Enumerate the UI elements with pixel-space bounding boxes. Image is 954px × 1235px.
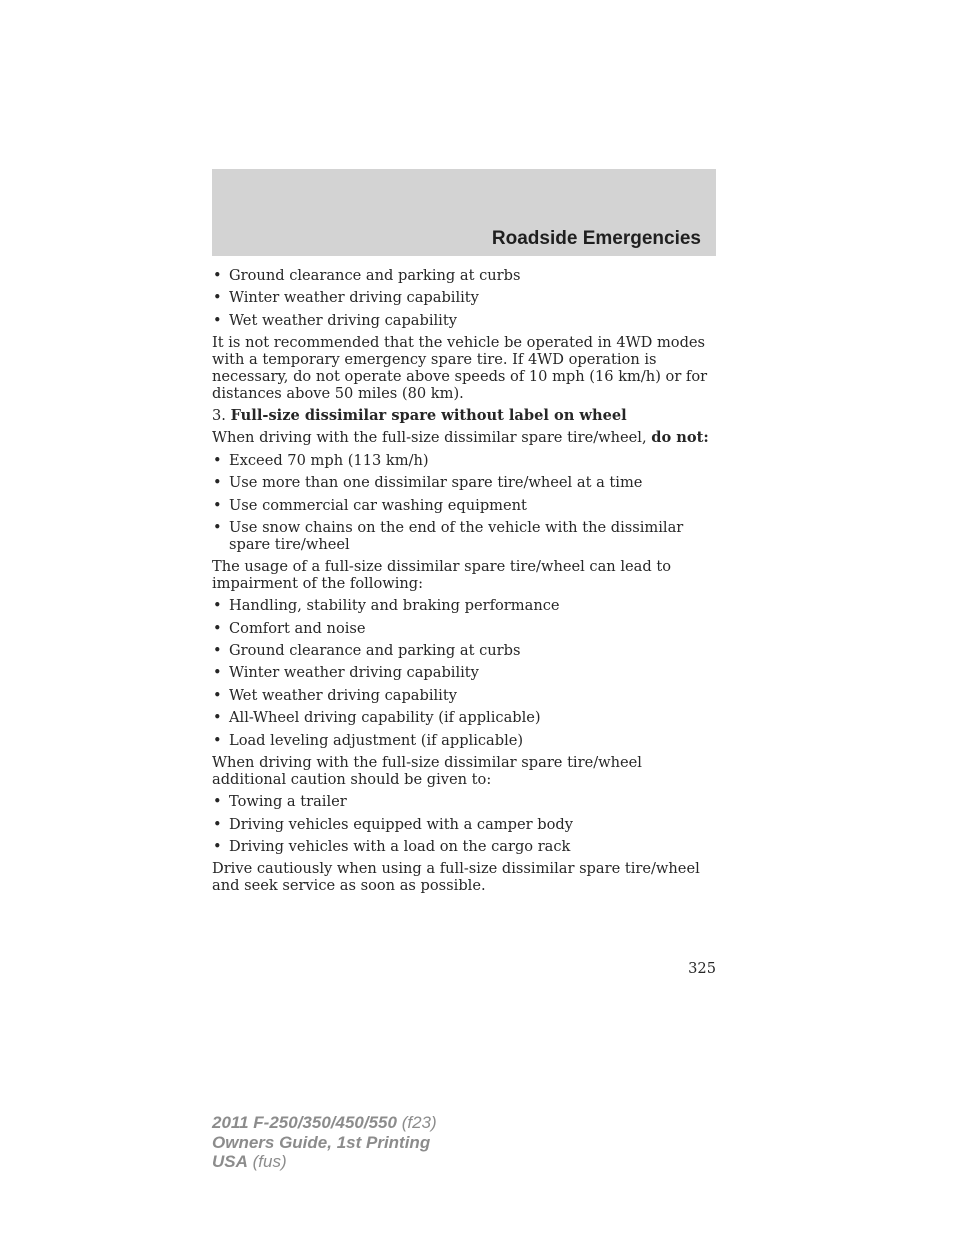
list-item: • Handling, stability and braking performance	[213, 597, 560, 615]
bullet-icon: •	[213, 731, 222, 749]
list-item: • Winter weather driving capability	[213, 289, 479, 307]
heading-text: Full-size dissimilar spare without label on wheel	[230, 406, 627, 424]
bullet-list-3	[212, 598, 716, 749]
paragraph-additional-caution: When driving with the full-size dissimilar spare tire/wheel additional caution should be given to:	[212, 754, 642, 788]
bullet-icon: •	[213, 597, 222, 615]
paragraph-drive-cautiously: Drive cautiously when using a full-size dissimilar spare tire/wheel and seek service as soon as possible.	[212, 860, 700, 895]
footer-line-model: 2011 F-250/350/450/550 (f23)	[212, 1113, 437, 1132]
bullet-icon: •	[213, 709, 222, 727]
section-title: Roadside Emergencies	[491, 228, 701, 249]
list-item: • Towing a trailer	[213, 793, 347, 811]
paragraph-4wd-warning: It is not recommended that the vehicle be operated in 4WD modes with a temporary emergency spare tire. If 4WD operation is necessary, do not operate above speeds of 10 mph (16 km/h) or for distances above 50 miles (80 km).	[212, 334, 708, 402]
section-header-band	[212, 169, 716, 256]
list-item: • Wet weather driving capability	[213, 686, 457, 704]
list-item: • Comfort and noise	[213, 619, 366, 637]
heading-number: 3.	[212, 406, 226, 424]
list-item: • Load leveling adjustment (if applicable)	[213, 731, 524, 749]
bullet-icon: •	[213, 267, 222, 284]
bullet-icon: •	[213, 619, 222, 637]
footer-line-market: USA (fus)	[212, 1152, 287, 1171]
list-item: • Driving vehicles equipped with a camper body	[213, 815, 573, 833]
list-item: • Winter weather driving capability	[213, 664, 479, 682]
document-footer	[212, 1113, 437, 1172]
page-number: 325	[688, 960, 716, 977]
list-item: • Wet weather driving capability	[213, 311, 457, 329]
bullet-list-2	[212, 453, 716, 554]
list-item: • Ground clearance and parking at curbs	[213, 267, 521, 284]
list-item: • All-Wheel driving capability (if applicable)	[213, 709, 541, 727]
list-item: • Use commercial car washing equipment	[213, 496, 527, 514]
bullet-icon: •	[213, 664, 222, 682]
bullet-icon: •	[213, 686, 222, 704]
bullet-icon: •	[213, 518, 222, 536]
do-not-emphasis: do not:	[651, 429, 709, 447]
numbered-heading	[212, 408, 716, 425]
bullet-icon: •	[213, 642, 222, 660]
bullet-list-4	[212, 794, 716, 856]
bullet-icon: •	[213, 311, 222, 329]
page-content	[212, 268, 716, 901]
bullet-icon: •	[213, 793, 222, 811]
list-item: • Ground clearance and parking at curbs	[213, 642, 521, 660]
bullet-list-1	[212, 268, 716, 330]
bullet-icon: •	[213, 815, 222, 833]
bullet-icon: •	[213, 289, 222, 307]
bullet-icon: •	[213, 451, 222, 469]
paragraph-impairment: The usage of a full-size dissimilar spare tire/wheel can lead to impairment of the following:	[212, 558, 671, 592]
bullet-icon: •	[213, 474, 222, 492]
list-item: • Use more than one dissimilar spare tire/wheel at a time	[213, 474, 643, 492]
list-item: • Driving vehicles with a load on the cargo rack	[213, 837, 571, 855]
bullet-icon: •	[213, 837, 222, 855]
footer-line-guide: Owners Guide, 1st Printing	[212, 1132, 431, 1152]
list-item: • Exceed 70 mph (113 km/h)	[213, 451, 429, 469]
list-item: • Use snow chains on the end of the vehicle with the dissimilar spare tire/wheel	[213, 518, 684, 553]
bullet-icon: •	[213, 496, 222, 514]
paragraph-do-not: When driving with the full-size dissimilar spare tire/wheel, do not:	[212, 429, 709, 447]
